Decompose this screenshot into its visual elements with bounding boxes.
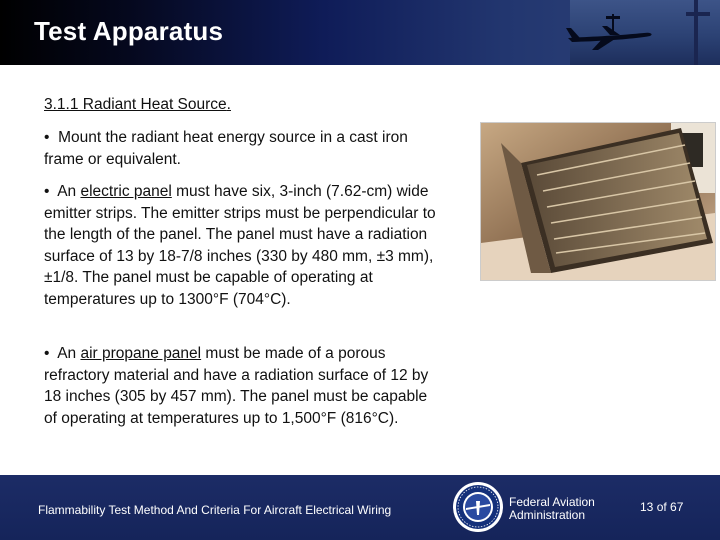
bullet-marker: • — [44, 129, 50, 146]
page-number: 13 of 67 — [640, 500, 684, 514]
slide-header — [0, 0, 720, 65]
radiant-panel-image — [481, 123, 715, 280]
slide-body — [0, 65, 469, 475]
radiant-panel-photo — [480, 122, 716, 281]
airplane-icon — [564, 14, 656, 52]
course-title: Flammability Test Method And Criteria For Aircraft Electrical Wiring — [38, 503, 392, 517]
bullet-marker: • — [44, 345, 50, 362]
slide-title: Test Apparatus — [34, 16, 224, 46]
bullet-radiant-source — [44, 127, 439, 170]
electric-panel-link[interactable]: electric panel — [80, 183, 172, 200]
bullet-marker: • — [44, 183, 50, 200]
bullet-text: Mount the radiant heat energy source in a cast iron frame or equivalent. — [44, 129, 408, 168]
page-total: 67 — [670, 500, 684, 514]
agency-name: Federal Aviation Administration — [509, 495, 595, 522]
faa-seal-icon — [452, 481, 504, 533]
bullet-air-propane-panel: • An air propane panel must be made of a porous refractory material and have a radiation surface of 12 by 18 inches (305 by 457 mm). The panel must be capable of operating at temperatures up to 1,500°F (816°C). — [44, 345, 429, 427]
bullet-electric-panel: • An electric panel must have six, 3-inch (7.62-cm) wide emitter strips. The emitter strips must be perpendicular to the length of the panel. The panel must have a radiation surface of 13 by 18-7/8 inches (330 by 480 mm, ±3 mm), ±1/8. The panel must be capable of operating at temperatures up to 1300°F (704°C). — [44, 183, 436, 308]
page-current: 13 — [640, 500, 654, 514]
section-heading: 3.1.1 Radiant Heat Source. — [44, 96, 231, 113]
air-propane-panel-link[interactable]: air propane panel — [80, 345, 202, 362]
